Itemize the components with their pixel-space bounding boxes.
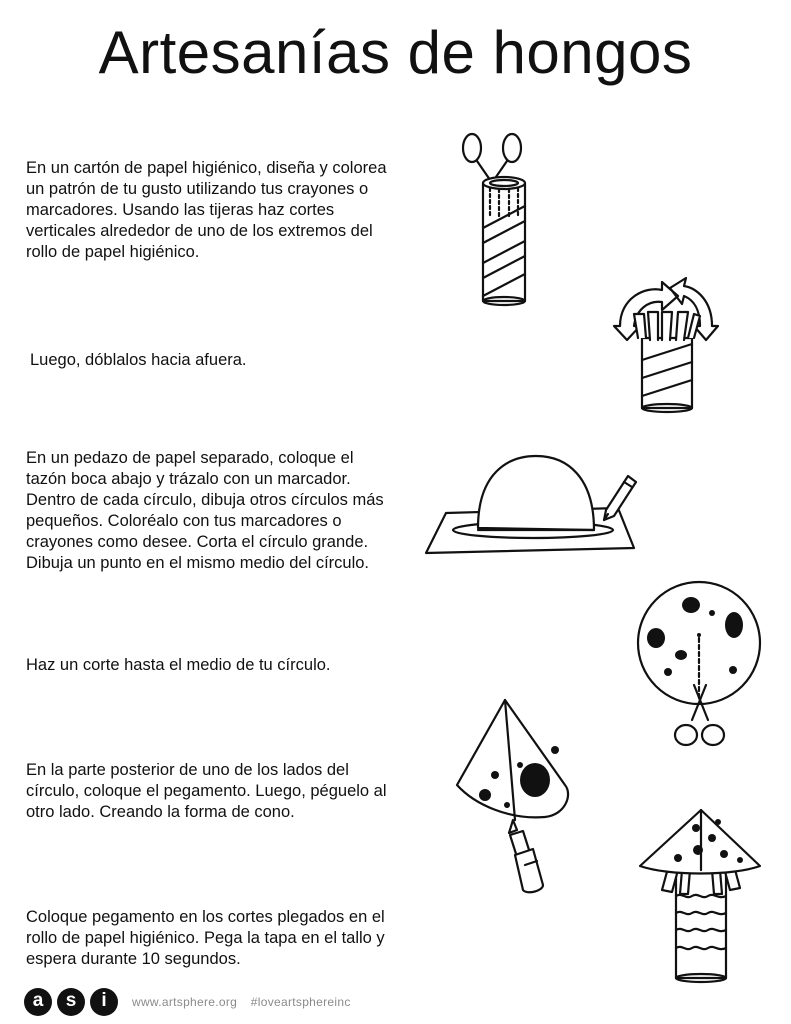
bowl-trace-icon [418, 448, 648, 558]
logo-letter-s: s [57, 988, 85, 1016]
scissors-roll-icon [455, 128, 545, 308]
mushroom-icon [638, 808, 763, 983]
logo-letter-i: i [90, 988, 118, 1016]
step-1-text: En un cartón de papel higiénico, diseña y colorea un patrón de tu gusto utilizando tus crayones o marcadores. Usando las tijeras haz cortes verticales alrededor de uno de los extremos del rollo de papel higiénico. [26, 159, 387, 261]
step-6-text: Coloque pegamento en los cortes plegados en el rollo de papel higiénico. Pega la tapa en el tallo y espera durante 10 segundos. [26, 908, 385, 968]
cone-glue-icon [455, 695, 580, 895]
footer [20, 988, 420, 1020]
page-title: Artesanías de hongos [98, 19, 693, 86]
step-2-text: Luego, dóblalos hacia afuera. [30, 351, 247, 369]
hashtag: #loveartsphereinc [250, 995, 351, 1009]
dotted-circle-cut-icon [636, 580, 766, 760]
asi-logo [20, 988, 130, 1018]
website-link[interactable]: www.artsphere.org [132, 995, 238, 1009]
folded-roll-icon [600, 278, 735, 413]
step-3-text: En un pedazo de papel separado, coloque el tazón boca abajo y trázalo con un marcador. Dentro de cada círculo, dibuja otros círculos más pequeños. Coloréalo con tus marcadores o crayones como desee. Corta el círculo grande. Dibuja un punto en el mismo medio del círculo. [26, 449, 384, 572]
logo-letter-a: a [24, 988, 52, 1016]
step-5-text: En la parte posterior de uno de los lados del círculo, coloque el pegamento. Luego, péguelo al otro lado. Creando la forma de cono. [26, 761, 387, 821]
footer-text [132, 995, 361, 1009]
step-4-text: Haz un corte hasta el medio de tu círculo. [26, 656, 331, 674]
